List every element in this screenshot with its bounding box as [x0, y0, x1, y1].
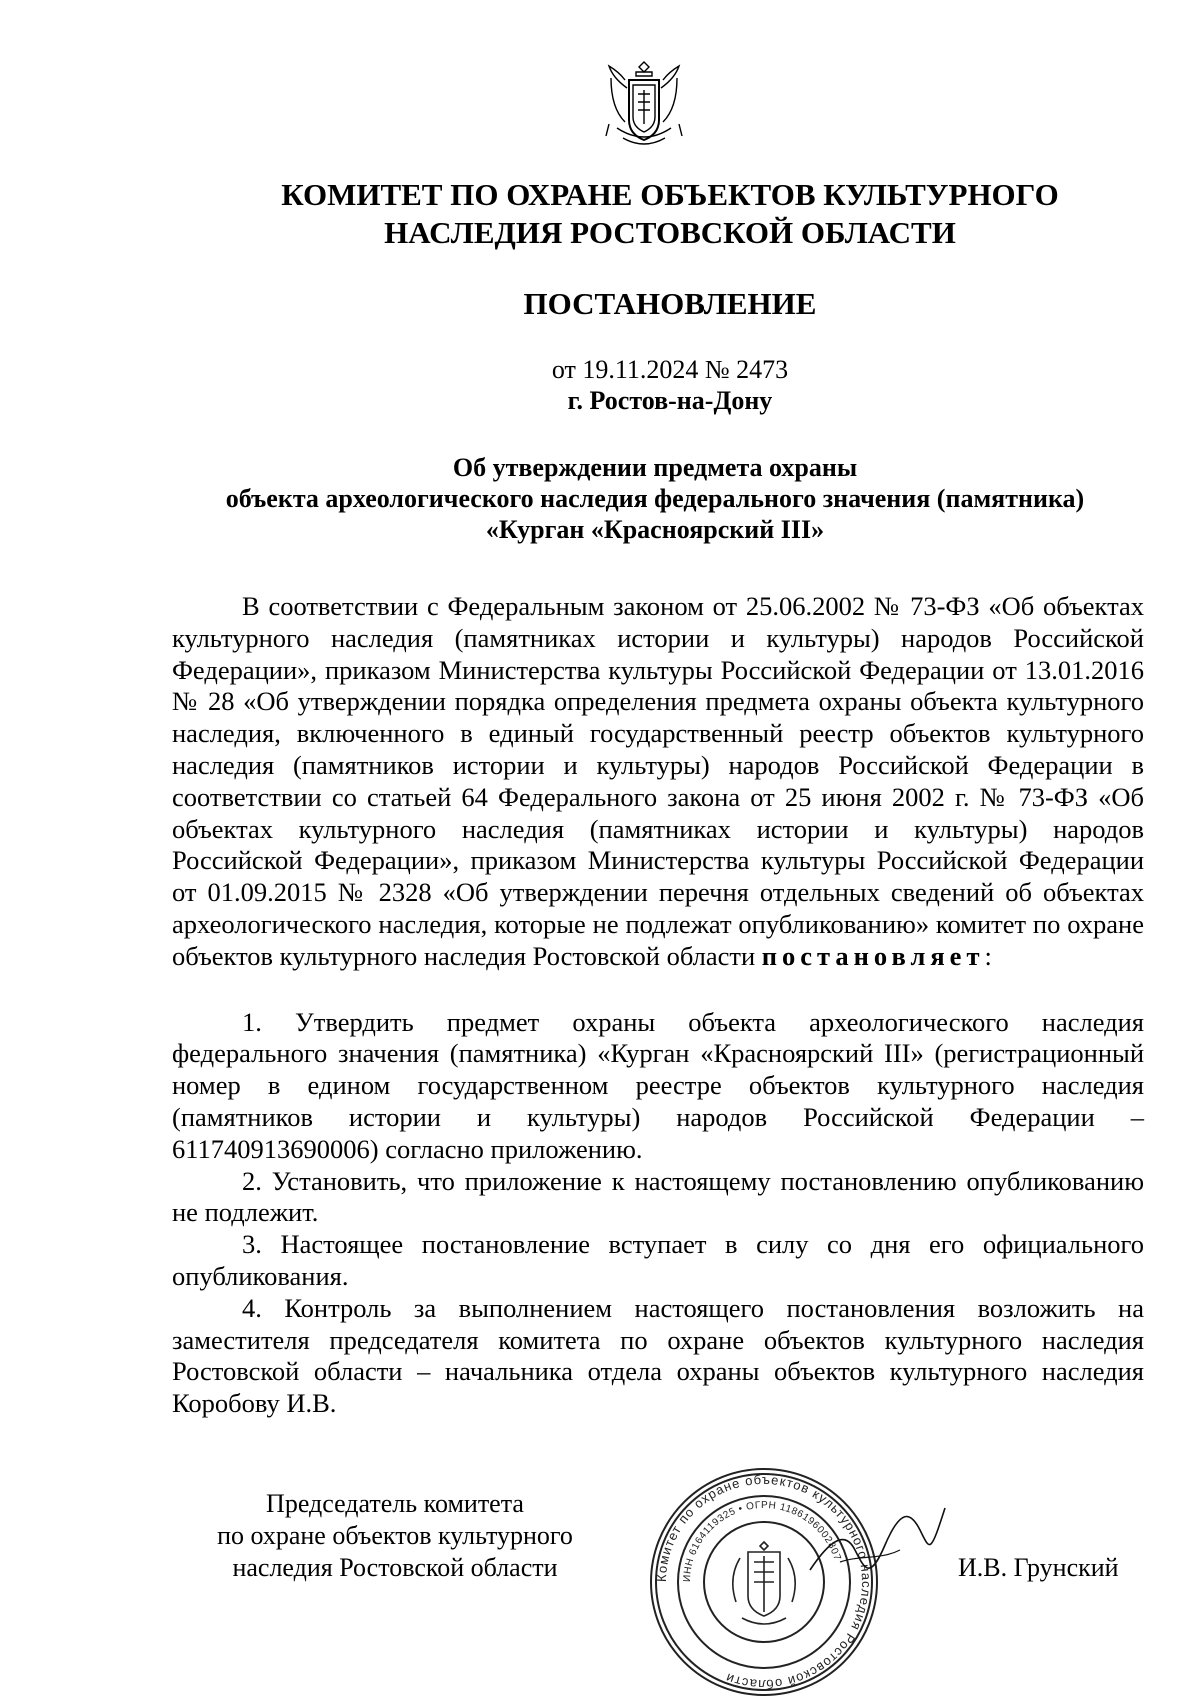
- org-line-1: КОМИТЕТ ПО ОХРАНЕ ОБЪЕКТОВ КУЛЬТУРНОГО: [281, 177, 1059, 212]
- resolution-item-3: 3. Настоящее постановление вступает в силу со дня его официального опубликования.: [172, 1229, 1144, 1291]
- signatory-title-line-3: наследия Ростовской области: [232, 1553, 558, 1582]
- decree-word: постановляет: [761, 940, 985, 971]
- subject-line-3: «Курган «Красноярский III»: [485, 515, 825, 544]
- stamp-inner-text: ИНН 6164119325 • ОГРН 1186196002807: [681, 1499, 843, 1583]
- signatory-title: [185, 1488, 605, 1584]
- subject-line-2: объекта археологического наследия федерального значения (памятника): [225, 484, 1085, 513]
- document-type: ПОСТАНОВЛЕНИЕ: [523, 286, 817, 321]
- coat-of-arms-emblem: [603, 58, 685, 158]
- signatory-name: И.В. Грунский: [958, 1553, 1119, 1582]
- resolution-item-1: 1. Утвердить предмет охраны объекта археологического наследия федерального значения (памятника) «Курган «Красноярский III» (регистрационный номер в едином государственном реестре объектов культурного наследия (памятников истории и культуры) народов Российской Федерации – 611740913690006) согласно приложению.: [172, 1006, 1144, 1164]
- handwritten-signature: [800, 1500, 950, 1590]
- org-line-2: НАСЛЕДИЯ РОСТОВСКОЙ ОБЛАСТИ: [384, 215, 956, 250]
- resolution-item-4: 4. Контроль за выполнением настоящего постановления возложить на заместителя председателя комитета по охране объектов культурного наследия Ростовской области – начальника отдела охраны объектов культурного наследия Коробову И.В.: [172, 1292, 1144, 1419]
- document-body: [172, 591, 1144, 1420]
- preamble-text: В соответствии с Федеральным законом от 25.06.2002 № 73-ФЗ «Об объектах культурного наследия (памятниках истории и культуры) народов Российской Федерации», приказом Министерства культуры Российской Федерации от 13.01.2016 № 28 «Об утверждении порядка определения предмета охраны объекта культурного наследия, включенного в единый государственный реестр объектов культурного наследия (памятников истории и культуры) народов Российской Федерации в соответствии со статьей 64 Федерального закона от 25 июня 2002 г. № 73-ФЗ «Об объектах культурного наследия (памятниках истории и культуры) народов Российской Федерации», приказом Министерства культуры Российской Федерации от 01.09.2015 № 2328 «Об утверждении перечня отдельных сведений об объектах археологического наследия, которые не подлежат опубликованию» комитет по охране объектов культурного наследия Ростовской области: [172, 591, 1144, 971]
- organization-name: [240, 176, 1100, 252]
- document-date-number: от 19.11.2024 № 2473: [551, 355, 789, 384]
- preamble-ending: :: [984, 940, 992, 971]
- signatory-title-line-2: по охране объектов культурного: [217, 1521, 573, 1550]
- preamble-paragraph: [172, 591, 1144, 973]
- subject-line-1: Об утверждении предмета охраны: [452, 453, 858, 482]
- signatory-title-line-1: Председатель комитета: [266, 1489, 524, 1518]
- stamp-outer-text: Комитет по охране объектов культурного наследия Ростовской области: [653, 1471, 875, 1693]
- resolution-item-2: 2. Установить, что приложение к настоящему постановлению опубликованию не подлежит.: [172, 1165, 1144, 1228]
- document-subject: [175, 452, 1135, 545]
- document-city: г. Ростов-на-Дону: [567, 386, 773, 415]
